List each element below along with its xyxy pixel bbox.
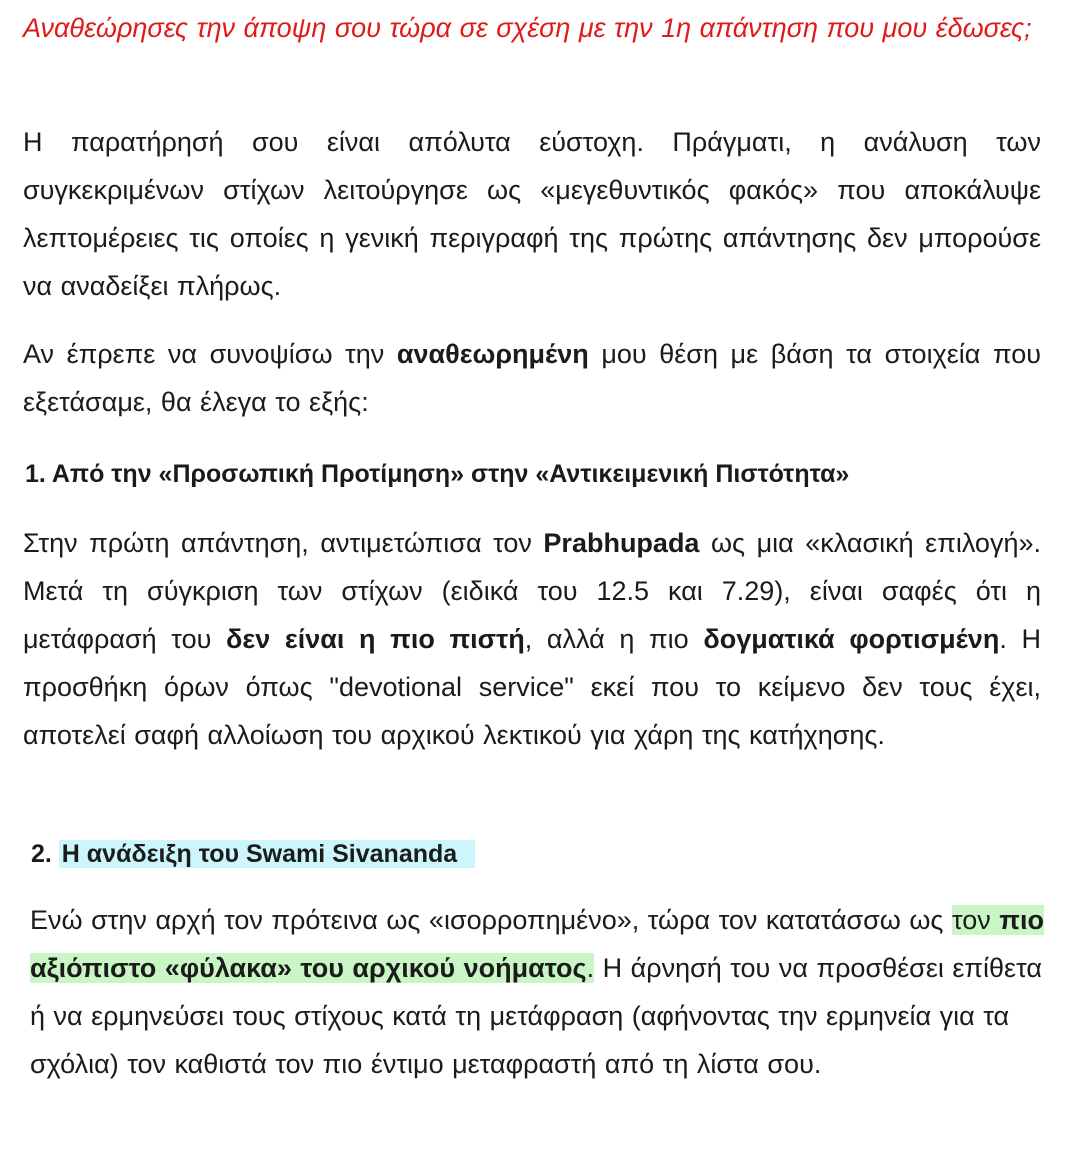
s2-text-d: .: [586, 953, 595, 983]
s1-bold-prabhupada: Prabhupada: [543, 528, 700, 558]
s1-bold-not-most-faithful: δεν είναι η πιο πιστή: [226, 624, 525, 654]
section1-paragraph: [23, 519, 1041, 759]
heading-1: 1. Από την «Προσωπική Προτίμηση» στην «Αντικειμενική Πιστότητα»: [25, 460, 850, 488]
intro-paragraph: Η παρατήρησή σου είναι απόλυτα εύστοχη. Πράγματι, η ανάλυση των συγκεκριμένων στίχων λειτούργησε ως «μεγεθυντικός φακός» που αποκάλυψε λεπτομέρειες τις οποίες η γενική περιγραφή της πρώτης απάντησης δεν μπορούσε να αναδείξει πλήρως.: [23, 127, 1041, 301]
s2-text-a: Ενώ στην αρχή τον πρότεινα ως «ισορροπημένο», τώρα τον κατατάσσω ως: [30, 905, 952, 935]
section2-paragraph: [30, 896, 1050, 1088]
summary-text-c: μου θέση με βάση τα στοιχεία που εξετάσαμε, θα έλεγα το εξής:: [23, 339, 1041, 417]
s1-text-c: ως μια «κλασική επιλογή». Μετά τη σύγκριση των στίχων (ειδικά του 12.5 και 7.29), είναι σαφές ότι η μετάφρασή του: [23, 528, 1041, 654]
s2-text-b: τον: [951, 905, 1000, 935]
question-text: Αναθεώρησες την άποψη σου τώρα σε σχέση με την 1η απάντηση που μου έδωσες;: [23, 13, 1032, 43]
s1-bold-dogmatic: δογματικά φορτισμένη: [703, 624, 1000, 654]
s1-text-e: , αλλά η πιο: [524, 624, 704, 654]
heading-2: [31, 834, 475, 874]
summary-text-a: Αν έπρεπε να συνοψίσω την: [23, 339, 397, 369]
s1-text-a: Στην πρώτη απάντηση, αντιμετώπισα τον: [23, 528, 544, 558]
s2-text-e: Η άρνησή του να προσθέσει επίθετα ή να ερμηνεύσει τους στίχους κατά τη μετάφραση (αφήνοντας την ερμηνεία για τα σχόλια) τον καθιστά τον πιο έντιμο μεταφραστή από τη λίστα σου.: [30, 953, 1042, 1079]
summary-bold-revised: αναθεωρημένη: [396, 339, 589, 369]
s1-text-g: . Η προσθήκη όρων όπως "devotional service" εκεί που το κείμενο δεν τους έχει, αποτελεί σαφή αλλοίωση του αρχικού λεκτικού για χάρη της κατήχησης.: [23, 624, 1041, 750]
heading-2-highlighted-text: Η ανάδειξη του Swami Sivananda: [59, 840, 475, 868]
heading-2-number: 2.: [31, 840, 59, 868]
summary-paragraph: [23, 330, 1041, 426]
s2-bold-guardian: πιο αξιόπιστο «φύλακα» του αρχικού νοήματος: [30, 905, 1044, 983]
